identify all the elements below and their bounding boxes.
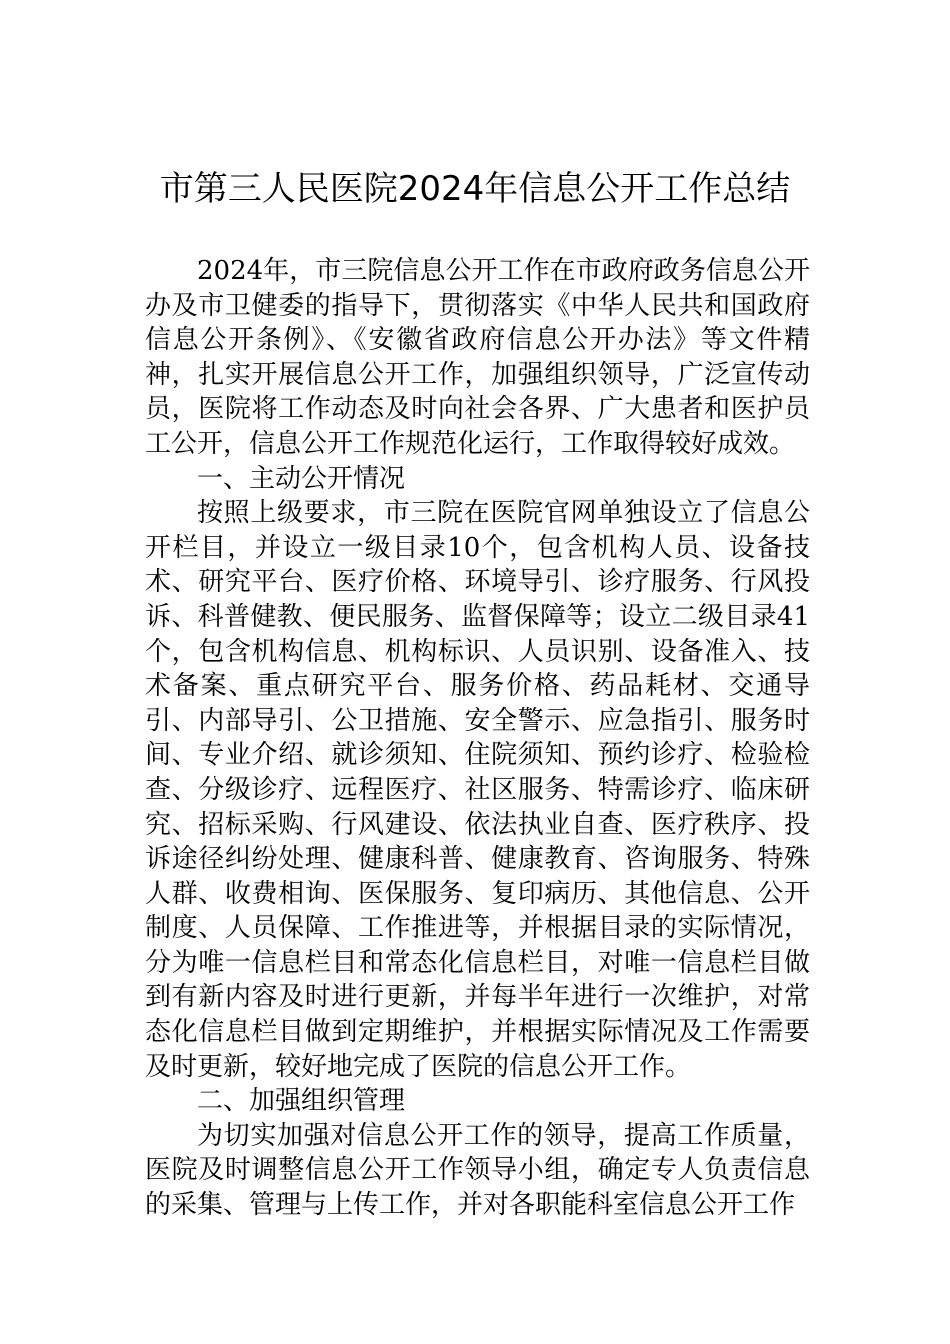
section-heading-organization-management: 二、加强组织管理: [197, 1086, 406, 1117]
section-heading-proactive-disclosure: 一、主动公开情况: [197, 463, 406, 494]
document-body: [145, 254, 810, 1223]
section-paragraph-organization-management: 为切实加强对信息公开工作的领导，提高工作质量，医院及时调整信息公开工作领导小组，确定专人负责信息的采集、管理与上传工作，并对各职能科室信息公开工作: [145, 1120, 810, 1221]
document-title: 市第三人民医院2024年信息公开工作总结: [159, 169, 791, 209]
intro-paragraph: 2024年，市三院信息公开工作在市政府政务信息公开办及市卫健委的指导下，贯彻落实《中华人民共和国政府信息公开条例》、《安徽省政府信息公开办法》等文件精神，扎实开展信息公开工作，加强组织领导，广泛宣传动员，医院将工作动态及时向社会各界、广大患者和医护员工公开，信息公开工作规范化运行，工作取得较好成效。: [145, 256, 810, 459]
section-paragraph-proactive-disclosure: 按照上级要求，市三院在医院官网单独设立了信息公开栏目，并设立一级目录10个，包含机构人员、设备技术、研究平台、医疗价格、环境导引、诊疗服务、行风投诉、科普健教、便民服务、监督保障等；设立二级目录41个，包含机构信息、机构标识、人员识别、设备准入、技术备案、重点研究平台、服务价格、药品耗材、交通导引、内部导引、公卫措施、安全警示、应急指引、服务时间、专业介绍、就诊须知、住院须知、预约诊疗、检验检查、分级诊疗、远程医疗、社区服务、特需诊疗、临床研究、招标采购、行风建设、依法执业自查、医疗秩序、投诉途径纠纷处理、健康科普、健康教育、咨询服务、特殊人群、收费相询、医保服务、复印病历、其他信息、公开制度、人员保障、工作推进等，并根据目录的实际情况，分为唯一信息栏目和常态化信息栏目，对唯一信息栏目做到有新内容及时进行更新，并每半年进行一次维护，对常态化信息栏目做到定期维护，并根据实际情况及工作需要及时更新，较好地完成了医院的信息公开工作。: [145, 498, 810, 1082]
